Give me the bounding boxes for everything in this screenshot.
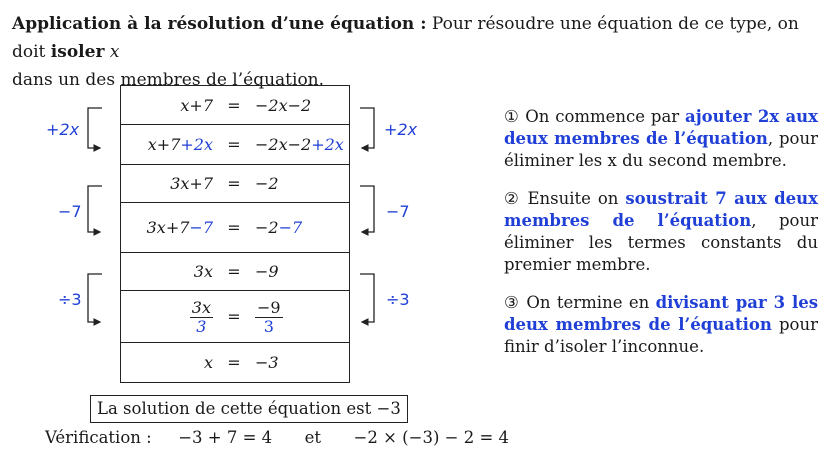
- left-label-minus-7: −7: [58, 202, 82, 221]
- solution-box: La solution de cette équation est −3: [90, 395, 408, 423]
- row-rhs: [251, 298, 349, 336]
- intro-bold-word: isoler: [50, 42, 105, 62]
- intro-text-2: dans un des membres de l’équation.: [12, 70, 325, 90]
- equation-row: [121, 342, 349, 382]
- row-rhs-added: −7: [278, 218, 303, 237]
- row-equals: =: [227, 95, 241, 115]
- step-marker: ②: [504, 189, 521, 208]
- row-equals: =: [227, 353, 241, 372]
- verification-line: [45, 428, 509, 447]
- row-rhs-added: +2x: [311, 135, 344, 154]
- equation-row: [121, 202, 349, 252]
- rhs-fraction: [255, 299, 283, 336]
- step-marker: ①: [504, 107, 520, 126]
- left-label-divide-3: ÷3: [58, 290, 82, 309]
- verification-eq-2: −2 × (−3) − 2 = 4: [353, 428, 510, 447]
- fraction-denominator: 3: [263, 316, 274, 336]
- step-text: , pour éliminer les termes constants du premier membre.: [504, 211, 818, 274]
- equation-row: [121, 164, 349, 202]
- intro-text-1: Pour résoudre une équation de ce type, on doit: [12, 14, 799, 62]
- row-lhs: [121, 218, 217, 237]
- left-label-add-2x: +2x: [46, 120, 80, 139]
- row-equals: =: [227, 307, 241, 326]
- step-marker: ③: [504, 293, 520, 312]
- step-text: On commence par: [519, 107, 686, 126]
- row-equals: =: [227, 174, 241, 193]
- row-lhs-base: x+7: [147, 135, 181, 154]
- row-lhs: 3x: [193, 262, 213, 281]
- right-label-divide-3: ÷3: [386, 290, 410, 309]
- explanation-step-1: [504, 106, 818, 172]
- row-lhs: [121, 298, 217, 336]
- intro-title: Application à la résolution d’une équation :: [12, 14, 427, 34]
- step-text: pour finir d’isoler l’inconnue.: [504, 315, 818, 356]
- row-rhs: −3: [255, 353, 279, 372]
- explanation-step-2: [504, 188, 818, 276]
- row-rhs: −2x−2: [255, 95, 312, 115]
- row-rhs: [251, 218, 349, 237]
- right-label-minus-7: −7: [386, 202, 410, 221]
- equation-row: [121, 86, 349, 124]
- row-equals: =: [227, 262, 241, 281]
- row-lhs: 3x+7: [170, 174, 213, 193]
- row-lhs: [121, 135, 217, 154]
- row-rhs-base: −2: [255, 218, 279, 237]
- fraction-numerator: 3x: [191, 297, 211, 317]
- fraction-denominator: 3: [196, 316, 207, 336]
- step-highlight: ajouter 2x aux deux membres de l’équation: [504, 107, 818, 148]
- step-highlight: soustrait 7 aux deux membres de l’équation: [504, 189, 819, 230]
- row-rhs-base: −2x−2: [255, 135, 312, 154]
- step-text: On termine en: [519, 293, 656, 312]
- row-equals: =: [227, 218, 241, 237]
- equation-row: [121, 124, 349, 164]
- fraction-numerator: −9: [257, 297, 281, 317]
- intro-variable: x: [109, 42, 120, 62]
- row-rhs: [251, 135, 349, 154]
- row-lhs-base: 3x+7: [146, 218, 190, 237]
- step-highlight: divisant par 3 les deux membres de l’équation: [504, 293, 818, 334]
- row-lhs: x+7: [180, 95, 213, 115]
- verification-eq-1: −3 + 7 = 4: [178, 428, 273, 447]
- step-text: , pour éliminer les x du second membre.: [504, 129, 818, 170]
- row-rhs: −2: [255, 174, 279, 193]
- verification-conjunction: et: [304, 428, 322, 447]
- equation-row: [121, 290, 349, 342]
- row-lhs: x: [203, 353, 213, 372]
- row-lhs-added: +2x: [180, 135, 213, 154]
- equation-table: [120, 85, 350, 383]
- row-equals: =: [227, 135, 241, 154]
- explanation-step-3: [504, 292, 818, 358]
- step-text: Ensuite on: [520, 189, 626, 208]
- right-label-add-2x: +2x: [384, 120, 418, 139]
- row-rhs: −9: [255, 262, 279, 281]
- equation-row: [121, 252, 349, 290]
- lhs-fraction: [190, 299, 213, 336]
- verification-label: Vérification :: [45, 428, 152, 447]
- row-lhs-added: −7: [189, 218, 213, 237]
